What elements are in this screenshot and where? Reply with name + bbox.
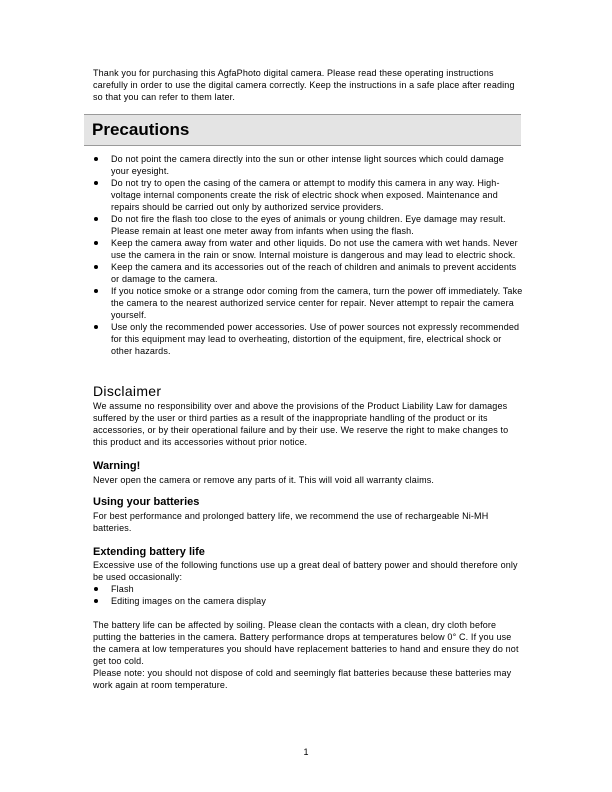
bullet-icon [94, 217, 98, 221]
precaution-text: Do not try to open the casing of the camera or attempt to modify this camera in any way. High-voltage internal components create the risk of electric shock when exposed. Maintenance and repairs should be carried out only by authorized service providers. [111, 178, 500, 212]
bullet-icon [94, 265, 98, 269]
extending-item [93, 595, 523, 607]
batteries-title: Using your batteries [93, 496, 200, 508]
precaution-text: Keep the camera away from water and other liquids. Do not use the camera with wet hands. Never use the camera in the rain or snow. Internal moisture is dangerous and may lead to electric shock. [111, 238, 518, 260]
precaution-item [93, 153, 523, 177]
battery-soiling-paragraph: The battery life can be affected by soiling. Please clean the contacts with a clean, dry cloth before putting the batteries in the camera. Battery performance drops at temperatures below 0° C. If you use the camera at low temperatures you should have replacement batteries to hand and ensure they do not get too cold. [93, 620, 519, 666]
extending-list [93, 583, 523, 607]
disclaimer-body: We assume no responsibility over and above the provisions of the Product Liability Law for damages suffered by the user or third parties as a result of the inappropriate handling of the product or its accessories, or by their operational failure and by their use. We reserve the right to make changes to this product and its accessories without prior notice. [93, 401, 509, 447]
extending-text: Editing images on the camera display [111, 596, 266, 606]
precaution-item [93, 177, 523, 213]
bullet-icon [94, 289, 98, 293]
precaution-item [93, 285, 523, 321]
bullet-icon [94, 181, 98, 185]
precaution-text: If you notice smoke or a strange odor coming from the camera, turn the power off immediately. Take the camera to the nearest authorized service center for repair. Never attempt to repair the camera yourself. [111, 286, 523, 320]
battery-note-paragraph: Please note: you should not dispose of cold and seemingly flat batteries because these batteries may work again at room temperature. [93, 668, 512, 690]
precaution-text: Use only the recommended power accessories. Use of power sources not expressly recommended for this equipment may lead to overheating, distortion of the equipment, fire, electrical shock or other hazards. [111, 322, 520, 356]
extending-item [93, 583, 523, 595]
battery-notes [93, 619, 525, 691]
disclaimer-title: Disclaimer [93, 383, 162, 399]
extending-body: Excessive use of the following functions use up a great deal of battery power and should therefore only be used occasionally: [93, 560, 518, 582]
bullet-icon [94, 599, 98, 603]
precaution-text: Do not fire the flash too close to the eyes of animals or young children. Eye damage may result. Please remain at least one meter away from infants when using the flash. [111, 214, 506, 236]
precaution-item [93, 321, 523, 357]
page-number: 1 [303, 747, 309, 757]
precautions-heading-bar [84, 114, 521, 146]
warning-body: Never open the camera or remove any parts of it. This will void all warranty claims. [93, 475, 435, 485]
precaution-item [93, 213, 523, 237]
bullet-icon [94, 157, 98, 161]
intro-paragraph: Thank you for purchasing this AgfaPhoto digital camera. Please read these operating instructions carefully in order to use the digital camera correctly. Keep the instructions in a safe place after reading so that you can refer to them later. [93, 68, 515, 102]
extending-text: Flash [111, 584, 134, 594]
bullet-icon [94, 325, 98, 329]
extending-title: Extending battery life [93, 546, 205, 558]
bullet-icon [94, 587, 98, 591]
warning-title: Warning! [93, 460, 141, 472]
precaution-text: Keep the camera and its accessories out of the reach of children and animals to prevent accidents or damage to the camera. [111, 262, 517, 284]
precaution-item [93, 237, 523, 261]
precautions-list [93, 153, 523, 357]
bullet-icon [94, 241, 98, 245]
precaution-text: Do not point the camera directly into the sun or other intense light sources which could damage your eyesight. [111, 154, 504, 176]
precaution-item [93, 261, 523, 285]
batteries-body: For best performance and prolonged battery life, we recommend the use of rechargeable Ni-MH batteries. [93, 511, 489, 533]
precautions-title: Precautions [92, 120, 190, 139]
